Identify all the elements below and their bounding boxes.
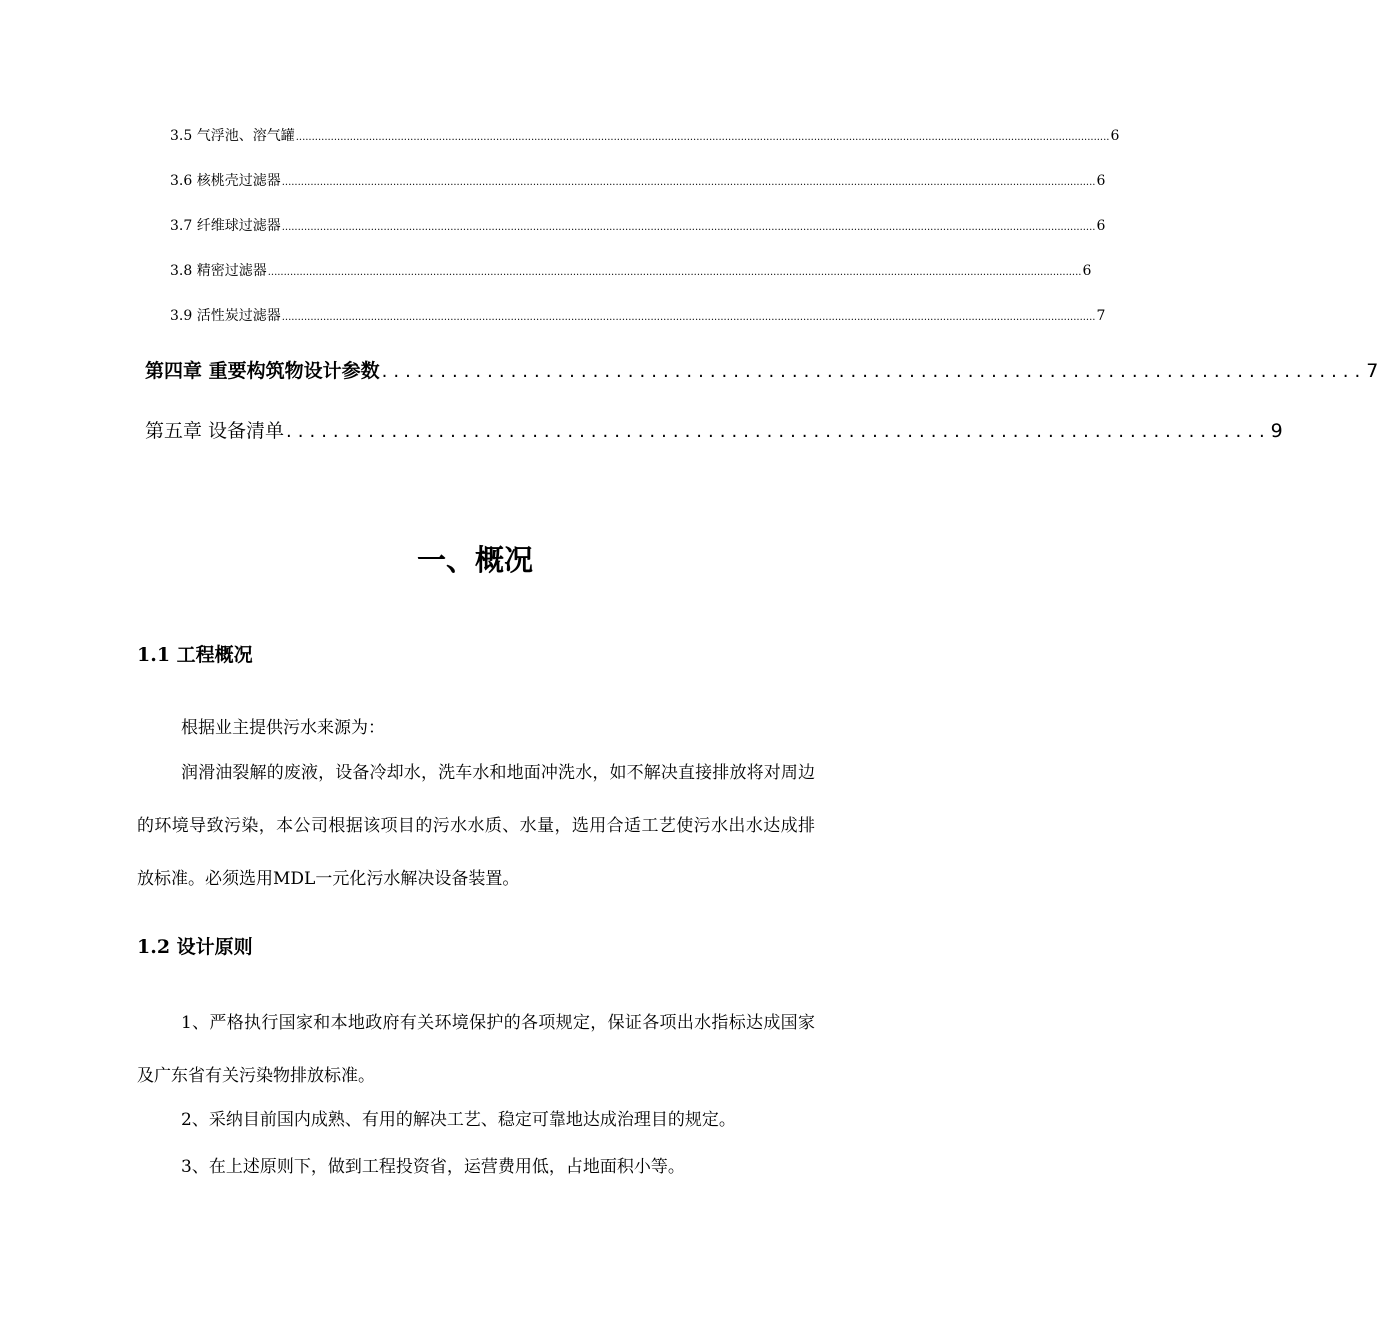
paragraph-body: 润滑油裂解的废液，设备冷却水，洗车水和地面冲洗水，如不解决直接排放将对周边的环境导致污染，本公司根据该项目的污水水质、水量，选用合适工艺使污水出水达成排放标准。必须选用MDL一元化污水解决设备装置。: [137, 763, 815, 889]
toc-leader: ................................................................................................................................................................................................................................................................: [281, 222, 1096, 233]
principle-item: 2、采纳目前国内成熟、有用的解决工艺、稳定可靠地达成治理目的规定。: [181, 1110, 736, 1130]
toc-entry-page: 6: [1110, 128, 1120, 144]
toc-leader: ....................................................................................: [381, 361, 1367, 382]
toc-leader: ................................................................................................................................................................................................................................................................: [281, 312, 1096, 323]
section-heading-1-2: 1.2 设计原则: [137, 936, 253, 958]
toc-entry-page: 6: [1082, 263, 1092, 279]
principle-item: 1、严格执行国家和本地政府有关环境保护的各项规定，保证各项出水指标达成国家及广东省有关污染物排放标准。: [137, 1013, 815, 1086]
paragraph-intro: 根据业主提供污水来源为：: [181, 718, 385, 738]
toc-entry-title: 3.9 活性炭过滤器: [170, 308, 281, 324]
toc-entry[interactable]: [170, 126, 1120, 148]
toc-chapter-page: 7: [1366, 360, 1378, 382]
toc-leader: ................................................................................................................................................................................................................................................................: [295, 132, 1110, 143]
toc-leader: ....................................................................................: [286, 421, 1271, 442]
toc-entry-title: 3.8 精密过滤器: [170, 263, 267, 279]
toc-chapter-title: 第五章 设备清单: [145, 420, 285, 442]
toc-entry[interactable]: [170, 216, 1106, 238]
toc-chapter-page: 9: [1270, 420, 1283, 442]
toc-leader: ................................................................................................................................................................................................................................................................: [267, 267, 1082, 278]
toc-leader: ................................................................................................................................................................................................................................................................: [281, 177, 1096, 188]
toc-chapter-entry[interactable]: [145, 358, 1378, 385]
toc-entry-title: 3.6 核桃壳过滤器: [170, 173, 281, 189]
toc-entry[interactable]: [170, 171, 1106, 193]
toc-chapter-entry[interactable]: [145, 418, 1283, 445]
toc-entry-page: 7: [1096, 308, 1106, 324]
toc-entry[interactable]: [170, 261, 1092, 283]
section-heading-1-1: 1.1 工程概况: [137, 644, 253, 666]
principle-item: 3、在上述原则下，做到工程投资省，运营费用低，占地面积小等。: [181, 1157, 685, 1177]
toc-entry-page: 6: [1096, 218, 1106, 234]
toc-entry-title: 3.7 纤维球过滤器: [170, 218, 281, 234]
toc-chapter-title: 第四章 重要构筑物设计参数: [145, 360, 380, 382]
toc-entry-title: 3.5 气浮池、溶气罐: [170, 128, 295, 144]
chapter-title: 一、概况: [416, 543, 533, 577]
toc-entry-page: 6: [1096, 173, 1106, 189]
toc-entry[interactable]: [170, 306, 1106, 328]
